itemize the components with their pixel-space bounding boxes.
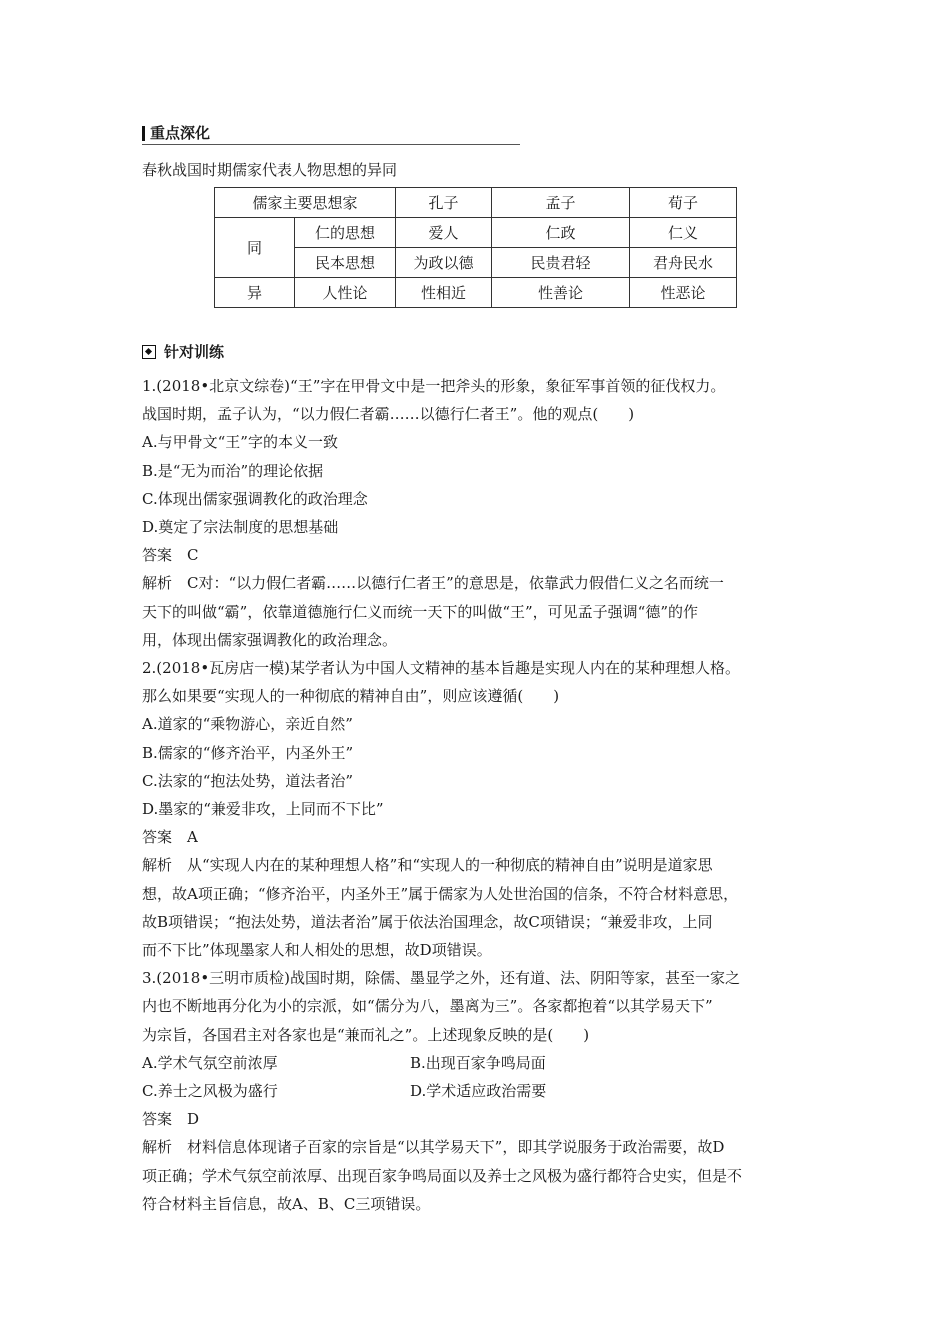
question-stem: 那么如果要“实现人的一种彻底的精神自由”，则应该遵循( ) bbox=[142, 687, 560, 706]
diamond-box-icon bbox=[142, 345, 156, 359]
aspect-cell: 人性论 bbox=[295, 278, 396, 308]
section-marker-bar bbox=[142, 126, 145, 141]
table-cell: 仁政 bbox=[492, 218, 630, 248]
analysis: 解析 C对：“以力假仁者霸……以德行仁者王”的意思是，依靠武力假借仁义之名而统一 bbox=[142, 574, 724, 593]
option-d: D.学术适应政治需要 bbox=[410, 1082, 547, 1101]
answer: 答案 A bbox=[142, 828, 198, 847]
option-b: B.是“无为而治”的理论依据 bbox=[142, 461, 324, 480]
header-cell: 荀子 bbox=[630, 188, 737, 218]
exercise-content bbox=[142, 372, 818, 1218]
table-cell: 为政以德 bbox=[396, 248, 492, 278]
option-c: C.体现出儒家强调教化的政治理念 bbox=[142, 489, 368, 508]
analysis: 而不下比”体现墨家人和人相处的思想，故D项错误。 bbox=[142, 941, 492, 960]
question-stem: 1.(2018•北京文综卷)“王”字在甲骨文中是一把斧头的形象，象征军事首领的征伐权力。 bbox=[142, 377, 726, 395]
table-header-row bbox=[215, 188, 737, 218]
section-title: 重点深化 bbox=[150, 124, 211, 142]
options-row bbox=[142, 1077, 818, 1105]
table-cell: 性恶论 bbox=[630, 278, 737, 308]
table-row bbox=[215, 278, 737, 308]
table-row bbox=[215, 218, 737, 248]
table-cell: 君舟民水 bbox=[630, 248, 737, 278]
answer: 答案 C bbox=[142, 546, 199, 565]
comparison-table bbox=[214, 187, 737, 308]
analysis: 解析 材料信息体现诸子百家的宗旨是“以其学易天下”，即其学说服务于政治需要，故D bbox=[142, 1138, 725, 1157]
analysis: 想，故A项正确；“修齐治平，内圣外王”属于儒家为人处世治国的信条，不符合材料意思， bbox=[142, 884, 739, 903]
option-a: A.道家的“乘物游心，亲近自然” bbox=[142, 715, 353, 734]
table-cell: 性善论 bbox=[492, 278, 630, 308]
aspect-cell: 仁的思想 bbox=[295, 218, 396, 248]
analysis: 用，体现出儒家强调教化的政治理念。 bbox=[142, 630, 398, 649]
analysis: 天下的叫做“霸”，依靠道德施行仁义而统一天下的叫做“王”，可见孟子强调“德”的作 bbox=[142, 602, 699, 621]
table-cell: 民贵君轻 bbox=[492, 248, 630, 278]
options-row bbox=[142, 1049, 818, 1077]
question-stem: 3.(2018•三明市质检)战国时期，除儒、墨显学之外，还有道、法、阴阳等家，甚至一家之 bbox=[142, 969, 741, 988]
header-cell: 孟子 bbox=[492, 188, 630, 218]
option-c: C.养士之风极为盛行 bbox=[142, 1082, 278, 1101]
option-d: D.墨家的“兼爱非攻，上同而不下比” bbox=[142, 800, 384, 819]
analysis: 故B项错误；“抱法处势，道法者治”属于依法治国理念，故C项错误；“兼爱非攻，上同 bbox=[142, 912, 713, 931]
question-stem: 2.(2018•瓦房店一模)某学者认为中国人文精神的基本旨趣是实现人内在的某种理想人格。 bbox=[142, 659, 741, 678]
table-cell: 爱人 bbox=[396, 218, 492, 248]
header-cell: 儒家主要思想家 bbox=[215, 188, 396, 218]
section-header-key-points bbox=[142, 124, 520, 145]
group-label-same: 同 bbox=[215, 218, 295, 278]
option-d: D.奠定了宗法制度的思想基础 bbox=[142, 518, 339, 537]
option-a: A.学术气氛空前浓厚 bbox=[142, 1053, 278, 1072]
option-a: A.与甲骨文“王”字的本义一致 bbox=[142, 433, 338, 452]
question-stem: 战国时期，孟子认为，“以力假仁者霸……以德行仁者王”。他的观点( ) bbox=[142, 405, 635, 424]
header-cell: 孔子 bbox=[396, 188, 492, 218]
analysis: 解析 从“实现人内在的某种理想人格”和“实现人的一种彻底的精神自由”说明是道家思 bbox=[142, 856, 713, 875]
option-b: B.出现百家争鸣局面 bbox=[410, 1053, 546, 1072]
question-stem: 内也不断地再分化为小的宗派，如“儒分为八，墨离为三”。各家都抱着“以其学易天下” bbox=[142, 997, 713, 1016]
table-cell: 性相近 bbox=[396, 278, 492, 308]
table-caption: 春秋战国时期儒家代表人物思想的异同 bbox=[142, 161, 398, 179]
option-c: C.法家的“抱法处势，道法者治” bbox=[142, 771, 354, 790]
question-stem: 为宗旨，各国君主对各家也是“兼而礼之”。上述现象反映的是( ) bbox=[142, 1025, 590, 1044]
section-title: 针对训练 bbox=[164, 343, 225, 361]
aspect-cell: 民本思想 bbox=[295, 248, 396, 278]
analysis: 项正确；学术气氛空前浓厚、出现百家争鸣局面以及养士之风极为盛行都符合史实，但是不 bbox=[142, 1166, 743, 1185]
analysis: 符合材料主旨信息，故A、B、C三项错误。 bbox=[142, 1194, 431, 1213]
group-label-diff: 异 bbox=[215, 278, 295, 308]
option-b: B.儒家的“修齐治平，内圣外王” bbox=[142, 743, 354, 762]
table-cell: 仁义 bbox=[630, 218, 737, 248]
answer: 答案 D bbox=[142, 1110, 200, 1129]
